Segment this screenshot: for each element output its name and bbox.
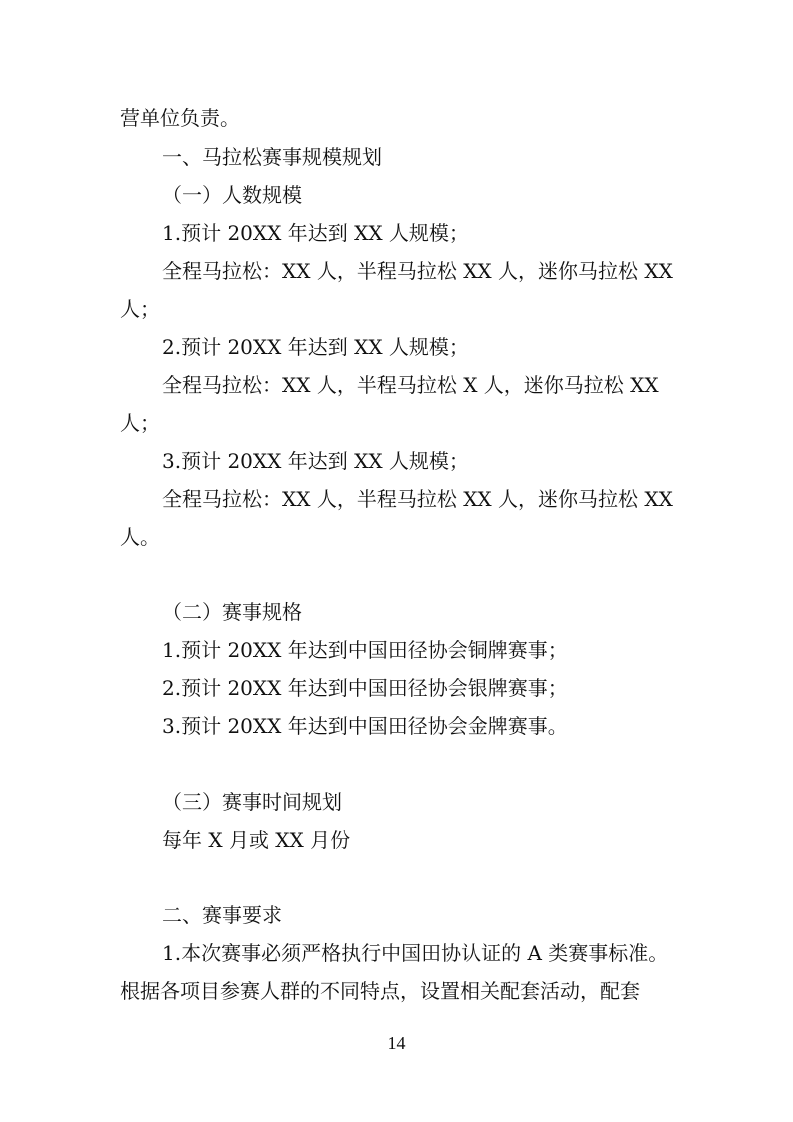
subsection-heading: （一）人数规模 bbox=[162, 183, 302, 207]
text-line: 3.预计 20XX 年达到中国田径协会金牌赛事。 bbox=[162, 714, 568, 738]
subsection-heading: （二）赛事规格 bbox=[162, 600, 302, 624]
section-heading: 二、赛事要求 bbox=[162, 903, 282, 927]
text-line: 2.预计 20XX 年达到 XX 人规模； bbox=[162, 335, 469, 359]
page-number: 14 bbox=[387, 1033, 406, 1053]
text-line: 1.本次赛事必须严格执行中国田协认证的 A 类赛事标准。 bbox=[162, 941, 669, 965]
text-line: 每年 X 月或 XX 月份 bbox=[162, 828, 351, 852]
text-line: 全程马拉松：XX 人，半程马拉松 X 人，迷你马拉松 XX bbox=[162, 373, 659, 397]
text-line: 人。 bbox=[120, 525, 160, 549]
text-line: 全程马拉松：XX 人，半程马拉松 XX 人，迷你马拉松 XX bbox=[162, 487, 673, 511]
text-line: 人； bbox=[120, 297, 160, 321]
text-line: 全程马拉松：XX 人，半程马拉松 XX 人，迷你马拉松 XX bbox=[162, 259, 673, 283]
text-line: 3.预计 20XX 年达到 XX 人规模； bbox=[162, 449, 469, 473]
subsection-heading: （三）赛事时间规划 bbox=[162, 790, 342, 814]
text-line: 2.预计 20XX 年达到中国田径协会银牌赛事； bbox=[162, 676, 568, 700]
section-heading: 一、马拉松赛事规模规划 bbox=[162, 145, 382, 169]
text-line: 1.预计 20XX 年达到中国田径协会铜牌赛事； bbox=[162, 638, 568, 662]
text-line: 根据各项目参赛人群的不同特点，设置相关配套活动，配套 bbox=[120, 979, 640, 1003]
text-line: 人； bbox=[120, 411, 160, 435]
text-line: 1.预计 20XX 年达到 XX 人规模； bbox=[162, 221, 469, 245]
text-line: 营单位负责。 bbox=[120, 106, 240, 130]
